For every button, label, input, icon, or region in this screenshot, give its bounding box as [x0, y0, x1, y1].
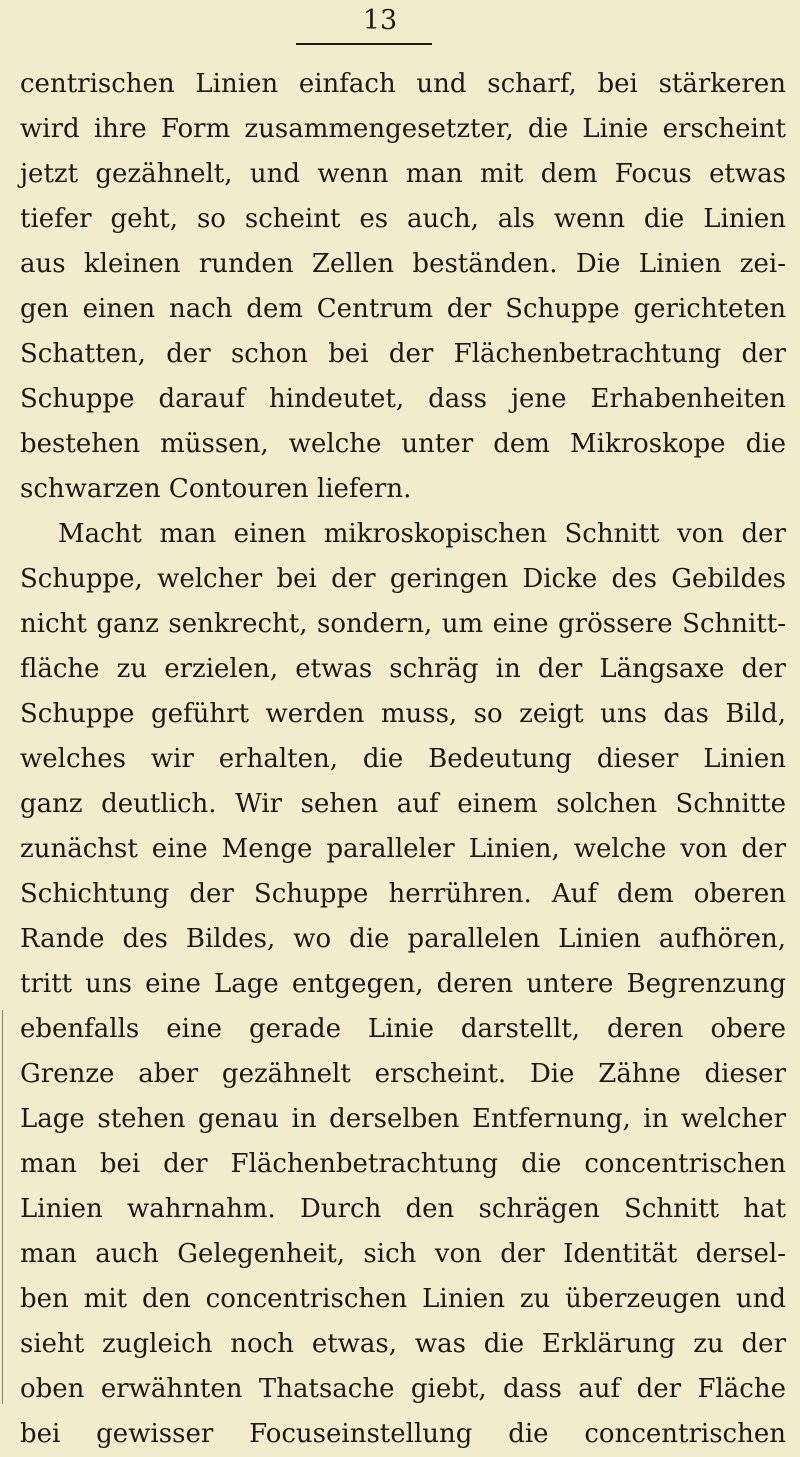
- text-line: Schichtung der Schuppe herrühren. Auf dem oberen: [20, 879, 786, 909]
- text-line: sieht zugleich noch etwas, was die Erklärung zu der: [20, 1329, 786, 1359]
- text-line: Schuppe geführt werden muss, so zeigt uns das Bild,: [20, 699, 786, 729]
- text-line: jetzt gezähnelt, und wenn man mit dem Focus etwas: [20, 159, 786, 189]
- text-line: aus kleinen runden Zellen beständen. Die Linien zei-: [20, 249, 786, 279]
- text-line: centrischen Linien einfach und scharf, bei stärkeren: [20, 69, 786, 99]
- text-line: bei gewisser Focuseinstellung die concentrischen: [20, 1419, 786, 1449]
- text-line: man bei der Flächenbetrachtung die concentrischen: [20, 1149, 786, 1179]
- text-line: gen einen nach dem Centrum der Schuppe gerichteten: [20, 294, 786, 324]
- body-text: [20, 62, 786, 1457]
- text-line: tritt uns eine Lage entgegen, deren untere Begrenzung: [20, 969, 786, 999]
- text-line: man auch Gelegenheit, sich von der Identität dersel-: [20, 1239, 786, 1269]
- text-line: Rande des Bildes, wo die parallelen Linien aufhören,: [20, 924, 786, 954]
- text-line: zunächst eine Menge paralleler Linien, welche von der: [20, 834, 786, 864]
- text-line: tiefer geht, so scheint es auch, als wenn die Linien: [20, 204, 786, 234]
- text-line: oben erwähnten Thatsache giebt, dass auf der Fläche: [20, 1374, 786, 1404]
- text-line: ganz deutlich. Wir sehen auf einem solchen Schnitte: [20, 789, 786, 819]
- paragraph-end-line: schwarzen Contouren liefern.: [20, 474, 412, 504]
- text-line: ben mit den concentrischen Linien zu überzeugen und: [20, 1284, 786, 1314]
- text-line: wird ihre Form zusammengesetzter, die Linie erscheint: [20, 114, 786, 144]
- text-line: welches wir erhalten, die Bedeutung dieser Linien: [20, 744, 786, 774]
- text-line: Lage stehen genau in derselben Entfernung, in welcher: [20, 1104, 786, 1134]
- text-line: Linien wahrnahm. Durch den schrägen Schnitt hat: [20, 1194, 786, 1224]
- header-rule: [296, 43, 432, 45]
- text-line: Schuppe darauf hindeutet, dass jene Erhabenheiten: [20, 384, 786, 414]
- page-number: 13: [362, 5, 398, 36]
- text-line: ebenfalls eine gerade Linie darstellt, deren obere: [20, 1014, 786, 1044]
- page-edge-mark: [2, 1010, 3, 1404]
- text-line: fläche zu erzielen, etwas schräg in der Längsaxe der: [20, 654, 786, 684]
- text-line: Grenze aber gezähnelt erscheint. Die Zähne dieser: [20, 1059, 786, 1089]
- text-line: Schuppe, welcher bei der geringen Dicke des Gebildes: [20, 564, 786, 594]
- paragraph-start-line: Macht man einen mikroskopischen Schnitt von der: [58, 519, 786, 549]
- text-line: bestehen müssen, welche unter dem Mikroskope die: [20, 429, 786, 459]
- text-line: nicht ganz senkrecht, sondern, um eine grössere Schnitt-: [20, 609, 786, 639]
- text-line: Schatten, der schon bei der Flächenbetrachtung der: [20, 339, 786, 369]
